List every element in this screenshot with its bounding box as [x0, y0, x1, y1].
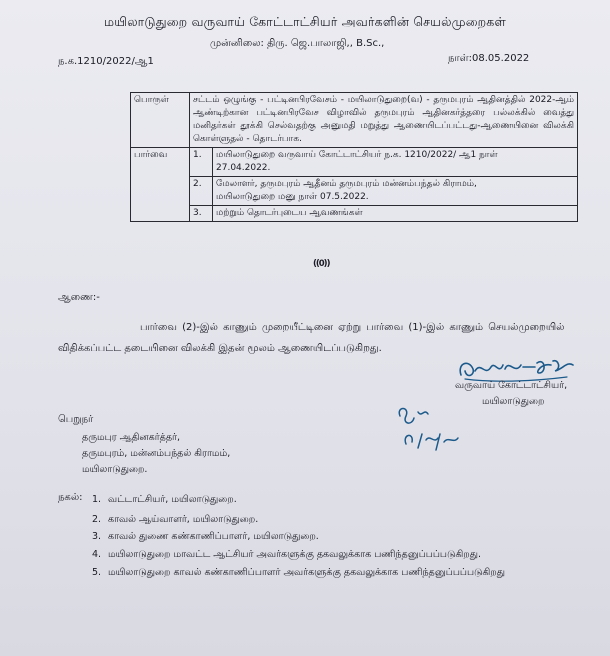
- copy-item-1: [92, 494, 237, 506]
- copy-item-number: 5.: [92, 567, 102, 578]
- recipient-label: பெறுநர்: [58, 414, 94, 425]
- subject-reference-table: [130, 92, 578, 222]
- copy-item-text: காவல் துணை கண்காணிப்பாளர், மயிலாடுதுறை.: [108, 531, 319, 542]
- reference-row: [131, 177, 578, 206]
- reference-number-2: 2.: [190, 177, 213, 206]
- copy-item-text: மயிலாடுதுறை காவல் கண்காணிப்பாளர் அவர்களுக்கு தகவலுக்காக பணிந்தனுப்பப்படுகிறது: [108, 567, 506, 578]
- order-text-line2: விதிக்கப்பட்ட தடையினை விலக்கி இதன் மூலம் ஆணையிடப்படுகிறது.: [58, 343, 382, 354]
- reference-row: [131, 148, 578, 177]
- copy-item-text: மயிலாடுதுறை மாவட்ட ஆட்சியர் அவர்களுக்கு தகவலுக்காக பணிந்தனுப்பப்படுகிறது.: [108, 549, 481, 560]
- recipient-line: மயிலாடுதுறை.: [82, 464, 148, 475]
- reference-item-2-line1: மேலாளர், தருமபுரம் ஆதீனம் தருமபுரம் மன்னம்பந்தல் கிராமம்,: [216, 179, 477, 189]
- copy-item-text: காவல் ஆய்வாளர், மயிலாடுதுறை.: [108, 514, 259, 525]
- copy-item-number: 3.: [92, 531, 102, 542]
- presence-line: முன்னிலை: திரு. ஜெ.பாலாஜி,, B.Sc.,: [210, 38, 385, 49]
- reference-number: ந.க.1210/2022/ஆ1: [58, 56, 154, 67]
- reference-item-3: மற்றும் தொடர்புடைய ஆவணங்கள்: [213, 206, 578, 222]
- copy-item-2: [92, 514, 258, 526]
- document-title: மயிலாடுதுறை வருவாய் கோட்டாட்சியர் அவர்களின் செயல்முறைகள்: [104, 14, 506, 29]
- copy-item-text: வட்டாட்சியர், மயிலாடுதுறை.: [108, 494, 237, 505]
- reference-item-1-line1: மயிலாடுதுறை வருவாய் கோட்டாட்சியர் ந.க. 1210/2022/ ஆ1 நாள்: [216, 150, 498, 160]
- subject-text: சட்டம் ஒழுங்கு - பட்டினபிரவேசம் - மயிலாடுதுறை(வ) - தருமபுரம் ஆதினத்தில் 2022-ஆம் ஆண்டிற்கான பட்டினபிரவேச விழாவில் தருமபுரம் ஆதினகர்த்தரை பல்லக்கில் வைத்து மனிதர்கள் தூக்கி செல்வதற்கு அனுமதி மறுத்து ஆணையிடப்பட்டது-ஆணையினை விலக்கி கொள்ளுதல் - தொடர்பாக.: [190, 93, 578, 148]
- subject-row: [131, 93, 578, 148]
- reference-item-1-line2: 27.04.2022.: [216, 163, 271, 173]
- copy-item-4: [92, 549, 481, 561]
- copy-item-number: 2.: [92, 514, 102, 525]
- section-separator: ((0)): [313, 259, 330, 269]
- recipient-line: தருமபுரம், மன்னம்பந்தல் கிராமம்,: [82, 448, 231, 459]
- copy-item-number: 4.: [92, 549, 102, 560]
- copy-label: நகல்:: [58, 492, 83, 503]
- reference-item-1: [213, 148, 578, 177]
- reference-item-2: [213, 177, 578, 206]
- reference-row: [131, 206, 578, 222]
- reference-label: பார்வை: [131, 148, 190, 222]
- copy-item-number: 1.: [92, 494, 102, 505]
- signatory-designation: வருவாய் கோட்டாட்சியர்,: [455, 380, 568, 391]
- signatory-place: மயிலாடுதுறை: [482, 396, 545, 407]
- reference-number-3: 3.: [190, 206, 213, 222]
- order-text-line1: பார்வை (2)-இல் காணும் முறையீட்டினை ஏற்று பார்வை (1)-இல் காணும் செயல்முறையில்: [140, 322, 565, 333]
- reference-item-2-line2: மயிலாடுதுறை மனு நாள் 07.5.2022.: [216, 192, 369, 202]
- handwritten-initials: [392, 404, 472, 456]
- reference-number-1: 1.: [190, 148, 213, 177]
- copy-item-5: [92, 567, 505, 579]
- order-label: ஆணை:-: [58, 292, 100, 303]
- subject-label: பொருள்: [131, 93, 190, 148]
- recipient-line: தருமபுர ஆதினகர்த்தர்,: [82, 432, 181, 443]
- copy-item-3: [92, 531, 319, 543]
- document-date: நாள்:08.05.2022: [448, 53, 530, 64]
